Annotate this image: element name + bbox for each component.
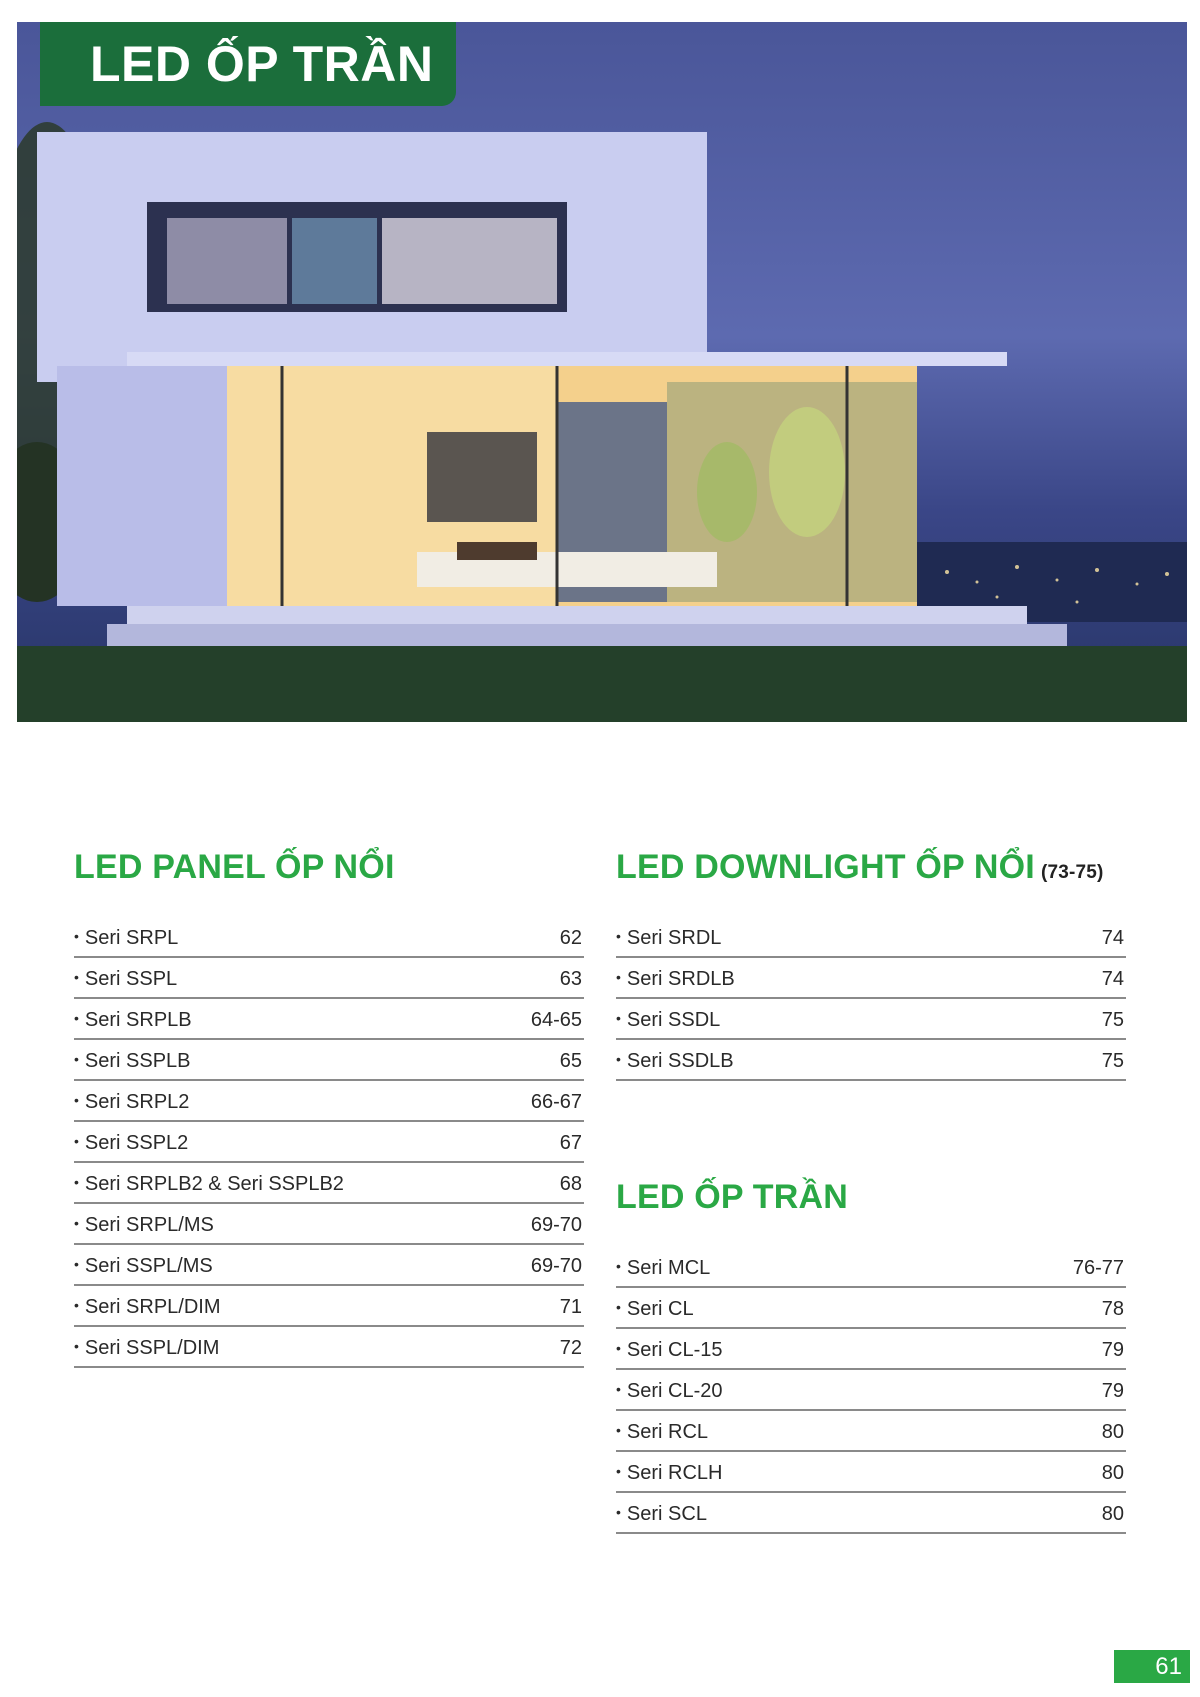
- page-ref: 74: [1101, 968, 1124, 990]
- series-list: [616, 1249, 1126, 1534]
- page-number: 61: [1155, 1652, 1182, 1680]
- hero-photo: [17, 22, 1187, 722]
- series-name: • Seri CL-20: [616, 1380, 723, 1403]
- list-item: [616, 1290, 1126, 1329]
- page-number-badge: [1114, 1650, 1190, 1683]
- page-ref: 71: [559, 1296, 582, 1318]
- page-ref: 69-70: [530, 1214, 582, 1236]
- modern-house-illustration: [17, 22, 1187, 722]
- page-ref: 80: [1101, 1462, 1124, 1484]
- page-ref: 76-77: [1072, 1257, 1124, 1279]
- page-range: (73-75): [1040, 862, 1104, 883]
- list-item: [616, 1331, 1126, 1370]
- page-ref: 62: [559, 927, 582, 949]
- list-item: [616, 960, 1126, 999]
- section-title-text: LED DOWNLIGHT ỐP NỔI: [616, 848, 1035, 886]
- series-name: • Seri SRPL/DIM: [74, 1296, 221, 1319]
- page-ref: 79: [1101, 1380, 1124, 1402]
- series-name: • Seri SRDL: [616, 927, 721, 950]
- list-item: [74, 1165, 584, 1204]
- list-item: [74, 1288, 584, 1327]
- page-ref: 79: [1101, 1339, 1124, 1361]
- section-title: LED ỐP TRẦN: [616, 1178, 849, 1216]
- series-list: [616, 919, 1126, 1081]
- list-item: [616, 1454, 1126, 1493]
- page-ref: 63: [559, 968, 582, 990]
- page-ref: 64-65: [530, 1009, 582, 1031]
- list-item: [74, 1001, 584, 1040]
- series-name: • Seri SSDL: [616, 1009, 720, 1032]
- hero-title: LED ỐP TRẦN: [90, 36, 434, 92]
- page-ref: 80: [1101, 1503, 1124, 1525]
- list-item: [616, 1413, 1126, 1452]
- page-ref: 65: [559, 1050, 582, 1072]
- list-item: [74, 1042, 584, 1081]
- page-ref: 69-70: [530, 1255, 582, 1277]
- page-ref: 68: [559, 1173, 582, 1195]
- list-item: [74, 919, 584, 958]
- page-ref: 80: [1101, 1421, 1124, 1443]
- list-item: [616, 919, 1126, 958]
- list-item: [616, 1249, 1126, 1288]
- series-name: • Seri SRPL2: [74, 1091, 189, 1114]
- page-ref: 72: [559, 1337, 582, 1359]
- section-led-downlight: [616, 848, 1126, 1081]
- page-ref: 66-67: [530, 1091, 582, 1113]
- page-ref: 75: [1101, 1050, 1124, 1072]
- list-item: [74, 960, 584, 999]
- series-name: • Seri MCL: [616, 1257, 710, 1280]
- list-item: [74, 1206, 584, 1245]
- series-name: • Seri RCL: [616, 1421, 708, 1444]
- list-item: [74, 1247, 584, 1286]
- list-item: [616, 1042, 1126, 1081]
- page-ref: 75: [1101, 1009, 1124, 1031]
- page-ref: 78: [1101, 1298, 1124, 1320]
- series-name: • Seri SSPL: [74, 968, 177, 991]
- series-name: • Seri RCLH: [616, 1462, 722, 1485]
- series-name: • Seri SSPL/MS: [74, 1255, 213, 1278]
- series-name: • Seri SRPLB2 & Seri SSPLB2: [74, 1173, 344, 1196]
- series-name: • Seri SRPL: [74, 927, 178, 950]
- list-item: [74, 1083, 584, 1122]
- series-name: • Seri CL: [616, 1298, 694, 1321]
- list-item: [616, 1001, 1126, 1040]
- page-ref: 74: [1101, 927, 1124, 949]
- page-ref: 67: [559, 1132, 582, 1154]
- list-item: [616, 1372, 1126, 1411]
- series-list: [74, 919, 584, 1368]
- series-name: • Seri SSPL2: [74, 1132, 188, 1155]
- hero-title-badge: [40, 22, 456, 106]
- series-name: • Seri CL-15: [616, 1339, 723, 1362]
- list-item: [616, 1495, 1126, 1534]
- section-led-ceiling: [616, 1178, 1126, 1534]
- section-led-panel: [74, 848, 584, 1368]
- series-name: • Seri SSPLB: [74, 1050, 191, 1073]
- series-name: • Seri SRPLB: [74, 1009, 192, 1032]
- section-title: [616, 848, 1126, 887]
- list-item: [74, 1329, 584, 1368]
- series-name: • Seri SRDLB: [616, 968, 735, 991]
- list-item: [74, 1124, 584, 1163]
- section-title: LED PANEL ỐP NỔI: [74, 848, 395, 886]
- series-name: • Seri SCL: [616, 1503, 707, 1526]
- series-name: • Seri SSDLB: [616, 1050, 734, 1073]
- series-name: • Seri SSPL/DIM: [74, 1337, 219, 1360]
- series-name: • Seri SRPL/MS: [74, 1214, 214, 1237]
